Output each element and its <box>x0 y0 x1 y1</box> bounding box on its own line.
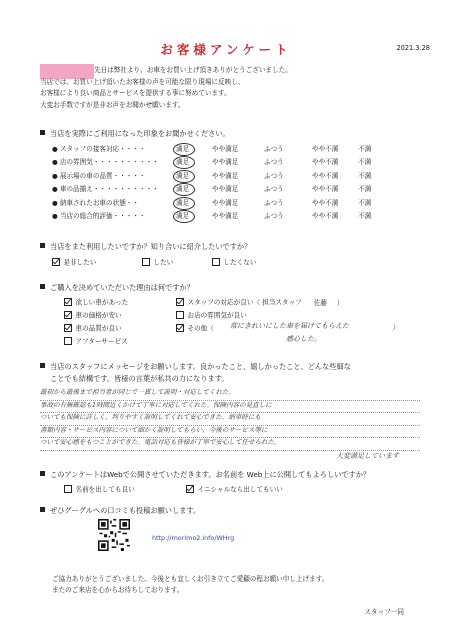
q1-rating-option[interactable]: やや満足 <box>212 145 239 153</box>
survey-title: お客様アンケート <box>160 42 292 57</box>
bullet-icon: ● <box>52 171 60 180</box>
intro-line: お客様により良い商品とサービスを提供する事に努めています。 <box>40 89 231 98</box>
q1-item-label: ● 展示場の車の品質・・・・・ <box>52 171 146 180</box>
q5-question: このアンケートはWebで公開させていただきます。お名前を Web上に公開してもよろしいですか？ <box>40 470 370 479</box>
q1-rating-option[interactable]: ふつう <box>264 145 284 153</box>
checkbox-checked-icon[interactable] <box>64 324 72 332</box>
q3-other-text-1: 常にきれいにした車を届けてもらえた <box>230 322 349 330</box>
q2-option-no[interactable]: したくない <box>212 258 256 267</box>
checkbox-checked-icon[interactable] <box>176 324 184 332</box>
selected-circle-icon <box>173 210 195 223</box>
square-bullet-icon <box>40 243 45 248</box>
checkbox-checked-icon[interactable] <box>186 485 194 493</box>
q3-reason-quality[interactable]: 車の品質が良い <box>64 324 122 333</box>
comment-line: 最初から最後まで担当者が同じで一貫して説明・対応してくれた。 <box>40 388 420 401</box>
bullet-icon: ● <box>52 212 60 220</box>
checkbox-icon[interactable] <box>212 258 220 266</box>
q5-option-initials[interactable]: イニシャルなら出してもいい <box>186 485 283 494</box>
q3-reason-price[interactable]: 車の価格が安い <box>64 311 122 320</box>
q1-rating-option[interactable]: 不満 <box>358 198 372 207</box>
q1-question: 当店を実際にご利用になった印象をお聞かせください。 <box>40 129 230 138</box>
selected-circle-icon <box>173 156 195 169</box>
q3-question: ご購入を決めていただいた理由は何ですか？ <box>40 283 194 292</box>
q1-rating-option[interactable]: 不満 <box>358 158 372 167</box>
checkbox-icon[interactable] <box>64 337 72 345</box>
q1-rating-option[interactable]: 満足 <box>176 145 190 153</box>
q3-reason-atmosphere[interactable]: お店の雰囲気が良い <box>176 311 247 320</box>
square-bullet-icon <box>40 130 45 135</box>
q3-reason-other[interactable]: その他（ <box>176 324 214 333</box>
q1-rating-option[interactable]: ふつう <box>264 212 284 220</box>
staff-signature: スタッフ一同 <box>364 608 404 616</box>
q4-question-line-1: 当店のスタッフにメッセージをお願いします。良かったこと、嬉しかったこと、どんな些細な <box>40 362 351 371</box>
q1-rating-option[interactable]: 不満 <box>358 212 372 220</box>
closing-line: ご協力ありがとうございました。今後とも宜しくお引き立てご愛顧の程お願い申し上げます。 <box>52 575 329 583</box>
square-bullet-icon <box>40 471 45 476</box>
q1-item-label: ● 店の雰囲気・・・・・・・・・・ <box>52 158 159 167</box>
q4-question-line-2: ことでも結構です。皆様の言葉が私共の力になります。 <box>50 374 229 383</box>
q1-rating-option[interactable]: やや満足 <box>212 171 239 180</box>
checkbox-icon[interactable] <box>142 258 150 266</box>
q1-rating-option[interactable]: やや不満 <box>312 171 339 180</box>
square-bullet-icon <box>40 507 45 512</box>
closing-line: またのご来店を心からお待ちしております。 <box>52 586 184 594</box>
q1-rating-option[interactable]: やや不満 <box>312 145 339 153</box>
q1-rating-option[interactable]: やや満足 <box>212 198 239 207</box>
q1-rating-option[interactable]: やや不満 <box>312 158 339 167</box>
bullet-icon: ● <box>52 145 60 153</box>
comment-line: ついても保険に詳しく、判りやすく説明してくれて安心できた。納車時にも <box>40 413 420 426</box>
staff-name: 佐藤 <box>313 298 327 307</box>
checkbox-icon[interactable] <box>176 311 184 319</box>
q1-rating-option[interactable]: 不満 <box>358 145 372 153</box>
q3-other-text-2: 感心した。 <box>286 335 321 343</box>
square-bullet-icon <box>40 284 45 289</box>
q1-rating-option[interactable]: 満足 <box>176 212 190 220</box>
intro-text <box>40 66 430 112</box>
q1-rating-option[interactable]: 不満 <box>358 185 372 194</box>
closing-message <box>52 575 432 597</box>
q2-option-maybe[interactable]: したい <box>142 258 173 267</box>
checkbox-checked-icon[interactable] <box>176 298 184 306</box>
selected-circle-icon <box>173 143 195 156</box>
comment-note: 大変満足しています <box>336 452 399 460</box>
bullet-icon: ● <box>52 185 60 194</box>
q1-rating-option[interactable]: ふつう <box>264 171 284 180</box>
q1-rating-option[interactable]: 満足 <box>176 171 190 180</box>
q4-comment-area[interactable] <box>40 388 420 460</box>
comment-line: ついて安心感をもつことができた。電話対応も皆様が丁寧で安心して任せられた。 <box>40 438 420 451</box>
q1-rating-option[interactable]: やや満足 <box>212 185 239 194</box>
q1-rating-option[interactable]: やや不満 <box>312 198 339 207</box>
q1-rating-option[interactable]: ふつう <box>264 198 284 207</box>
q1-rating-option[interactable]: やや満足 <box>212 158 239 167</box>
q1-item-label: ● 当店の総合的評価・・・・・ <box>52 212 146 220</box>
q1-rating-option[interactable]: 満足 <box>176 185 190 194</box>
selected-circle-icon <box>173 170 195 183</box>
intro-line: 先日は弊社より、お車をお買い上げ頂きありがとうございました。 <box>94 66 292 74</box>
intro-line: 当店では、お買い上げ頂いたお客様の声を可能な限り現場に反映し、 <box>40 77 245 86</box>
checkbox-checked-icon[interactable] <box>64 298 72 306</box>
q3-reason-staff[interactable]: スタッフの対応が良い（ 担当スタッフ 佐藤 ） <box>176 298 343 307</box>
q2-question: 当店をまた利用したいですか？知り合いに紹介したいですか？ <box>40 242 251 251</box>
square-bullet-icon <box>40 363 45 368</box>
bullet-icon: ● <box>52 198 60 207</box>
q6-question: ぜひグーグルへの口コミも投稿お願いします。 <box>40 506 200 515</box>
intro-line: 大変お手数ですが是非お声をお聞かせ願います。 <box>40 100 185 109</box>
qr-code-icon[interactable] <box>98 519 130 551</box>
google-review-link[interactable]: http://morimo2.info/WHrg <box>152 534 235 542</box>
q1-rating-option[interactable]: やや満足 <box>212 212 239 220</box>
q1-rating-option[interactable]: ふつう <box>264 185 284 194</box>
q1-item-label: ● スタッフの接客対応・・・・ <box>52 145 146 153</box>
bullet-icon: ● <box>52 158 60 167</box>
q1-item-label: ● 車の品揃え・・・・・・・・・・ <box>52 185 159 194</box>
q1-rating-option[interactable]: ふつう <box>264 158 284 167</box>
q3-reason-after-service[interactable]: アフターサービス <box>64 337 128 346</box>
q2-option-yes[interactable]: 是非したい <box>52 258 96 267</box>
comment-line: 事故の有無確認も1時間近くかけて丁寧に対応してくれた。保険内容の見直しに <box>40 401 420 414</box>
q1-rating-option[interactable]: やや不満 <box>312 185 339 194</box>
checkbox-icon[interactable] <box>64 485 72 493</box>
q5-option-full-name[interactable]: 名前を出しても良い <box>64 485 135 494</box>
q3-other-close: ） <box>392 324 399 332</box>
q1-rating-option[interactable]: 不満 <box>358 171 372 180</box>
comment-line: 書類内容・サービス内容について細かく説明してもらい、今後のサービス等に <box>40 426 420 439</box>
checkbox-checked-icon[interactable] <box>64 311 72 319</box>
survey-date: 2021.3.28 <box>396 44 430 52</box>
q1-rating-option[interactable]: 満足 <box>176 158 190 167</box>
selected-circle-icon <box>173 197 195 210</box>
selected-circle-icon <box>173 183 195 196</box>
q1-item-label: ● 納車されたお車の状態・・ <box>52 198 139 207</box>
q1-rating-option[interactable]: やや不満 <box>312 212 339 220</box>
q1-rating-option[interactable]: 満足 <box>176 198 190 207</box>
checkbox-checked-icon[interactable] <box>52 258 60 266</box>
q3-reason-wanted-car[interactable]: 欲しい車があった <box>64 298 128 307</box>
